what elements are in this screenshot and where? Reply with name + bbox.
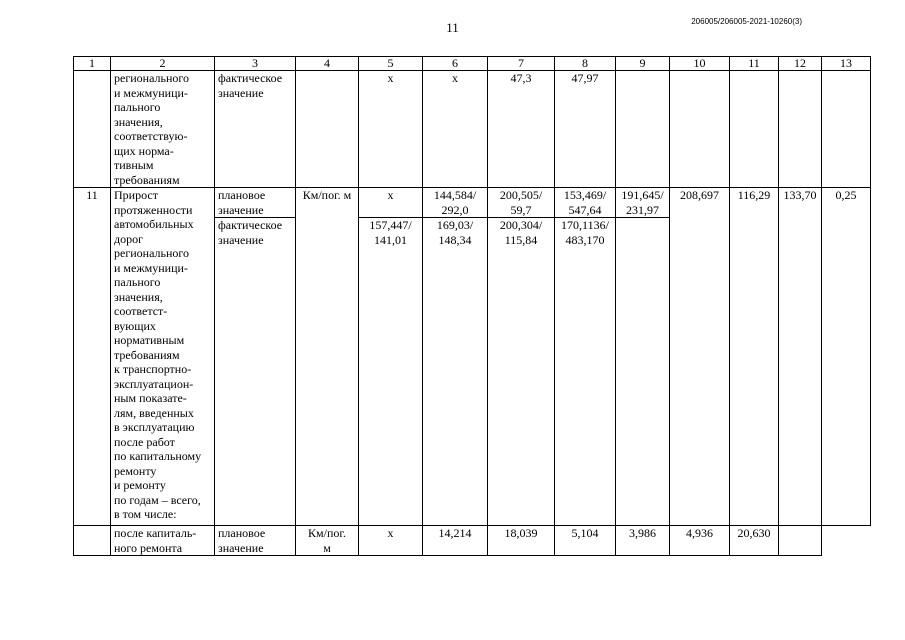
document-id: 206005/206005-2021-10260(3) bbox=[691, 17, 802, 26]
data-table bbox=[73, 56, 871, 556]
header-cell: 10 bbox=[670, 57, 730, 71]
table-cell: 4,936 bbox=[670, 526, 730, 556]
table-cell bbox=[616, 71, 670, 188]
table-cell: 18,039 bbox=[488, 526, 555, 556]
header-cell: 3 bbox=[215, 57, 296, 71]
table-cell: х bbox=[359, 188, 423, 218]
page-number: 11 bbox=[446, 20, 459, 35]
table-cell: 14,214 bbox=[423, 526, 488, 556]
indicator-name-cell: Прирост протяженности автомобильных дорог регионального и межмуници- пального значения, соответст- вующих нормативным требованиям к транспортно- эксплуатацион- ным показате- лям, введенных в эксплуатацию после работ по капитальному ремонту и ремонту по годам – всего, в том числе: bbox=[111, 188, 215, 526]
header-cell: 7 bbox=[488, 57, 555, 71]
table-cell: 133,70 bbox=[779, 188, 822, 526]
table-cell: 170,1136/ 483,170 bbox=[555, 218, 616, 526]
table-cell: 191,645/ 231,97 bbox=[616, 188, 670, 218]
table-cell: 200,304/ 115,84 bbox=[488, 218, 555, 526]
table-cell: 0,25 bbox=[822, 188, 871, 526]
indicator-name-cell: регионального и межмуници- пального значения, соответствую- щих норма- тивным требованиям bbox=[111, 71, 215, 188]
table-cell bbox=[730, 71, 779, 188]
table-cell: х bbox=[359, 71, 423, 188]
unit-cell bbox=[296, 71, 359, 188]
header-cell: 2 bbox=[111, 57, 215, 71]
row-number-cell: 11 bbox=[74, 188, 111, 526]
header-cell: 11 bbox=[730, 57, 779, 71]
table-cell bbox=[822, 526, 871, 556]
table-cell: 20,630 bbox=[730, 526, 779, 556]
indicator-name-cell: после капиталь- ного ремонта bbox=[111, 526, 215, 556]
row-number-cell bbox=[74, 526, 111, 556]
value-type-cell: фактическое значение bbox=[215, 71, 296, 188]
header-row bbox=[74, 57, 871, 71]
table-cell: 157,447/ 141,01 bbox=[359, 218, 423, 526]
header-cell: 4 bbox=[296, 57, 359, 71]
table-cell: 5,104 bbox=[555, 526, 616, 556]
table-cell: 169,03/ 148,34 bbox=[423, 218, 488, 526]
header-cell: 9 bbox=[616, 57, 670, 71]
table-cell: 47,3 bbox=[488, 71, 555, 188]
table-cell: х bbox=[423, 71, 488, 188]
table-cell bbox=[616, 218, 670, 526]
table-cell bbox=[822, 71, 871, 188]
value-type-cell: плановое значение bbox=[215, 526, 296, 556]
table-cell: 208,697 bbox=[670, 188, 730, 526]
header-cell: 13 bbox=[822, 57, 871, 71]
table-row bbox=[74, 188, 871, 218]
value-type-cell: плановое значение bbox=[215, 188, 296, 218]
table-cell bbox=[670, 71, 730, 188]
table-row bbox=[74, 71, 871, 188]
table-cell bbox=[779, 526, 822, 556]
table-cell: 144,584/ 292,0 bbox=[423, 188, 488, 218]
table-cell: 200,505/ 59,7 bbox=[488, 188, 555, 218]
value-type-cell: фактическое значение bbox=[215, 218, 296, 526]
unit-cell: Км/пог. м bbox=[296, 526, 359, 556]
table-cell: 47,97 bbox=[555, 71, 616, 188]
header-cell: 6 bbox=[423, 57, 488, 71]
table-cell bbox=[779, 71, 822, 188]
header-cell: 1 bbox=[74, 57, 111, 71]
unit-cell: Км/пог. м bbox=[296, 188, 359, 526]
table-cell: 153,469/ 547,64 bbox=[555, 188, 616, 218]
row-number-cell bbox=[74, 71, 111, 188]
table-cell: 3,986 bbox=[616, 526, 670, 556]
table-cell: 116,29 bbox=[730, 188, 779, 526]
header-cell: 5 bbox=[359, 57, 423, 71]
table-row bbox=[74, 526, 871, 556]
table-cell: х bbox=[359, 526, 423, 556]
header-cell: 12 bbox=[779, 57, 822, 71]
header-cell: 8 bbox=[555, 57, 616, 71]
